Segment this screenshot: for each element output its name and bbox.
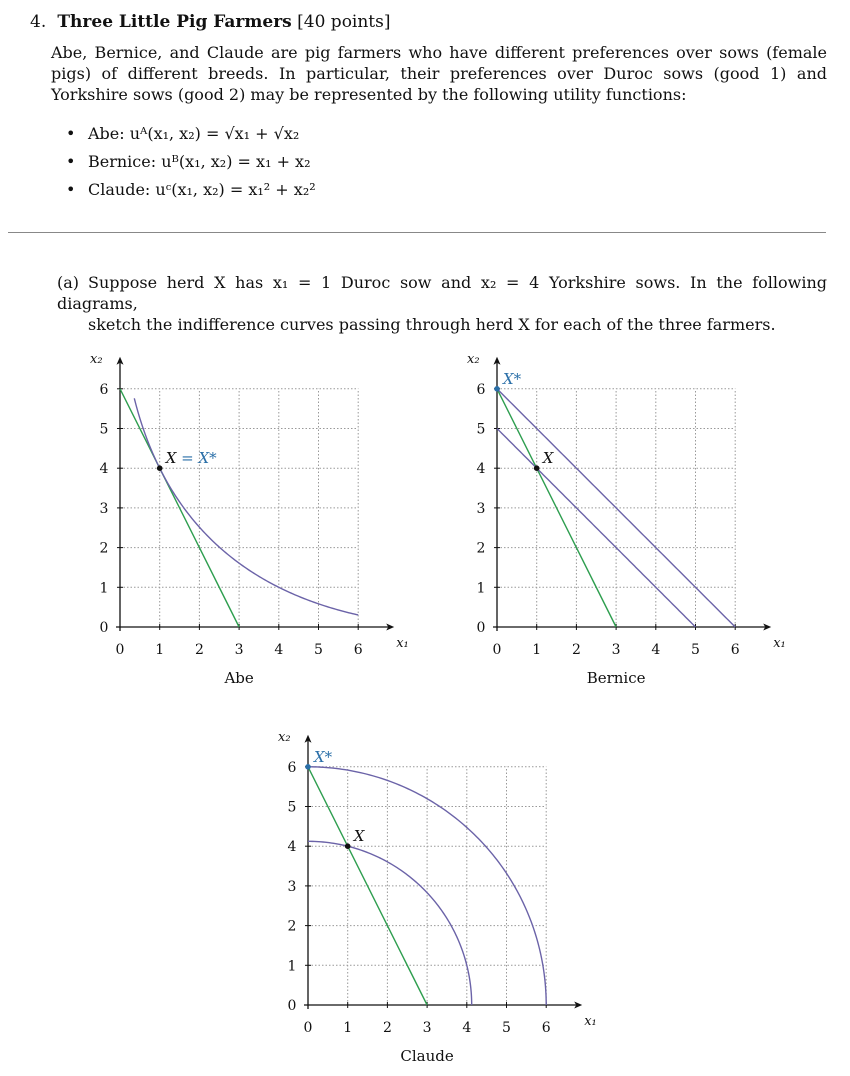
optimum-label: X*	[503, 369, 522, 388]
y-tick-label: 2	[99, 540, 109, 557]
optimum-point	[494, 386, 500, 392]
x-axis-label: x₁	[584, 1014, 597, 1029]
y-axis-label: x₂	[467, 351, 480, 367]
y-axis-label: x₂	[278, 729, 291, 745]
utility-item: • Bernice: uᴮ(x₁, x₂) = x₁ + x₂	[66, 152, 311, 171]
x-tick-label: 1	[532, 642, 542, 658]
y-tick-label: 6	[476, 381, 486, 398]
indifference-curve	[308, 841, 472, 1005]
optimum-label: X*	[314, 747, 333, 766]
utility-item: • Claude: uᶜ(x₁, x₂) = x₁² + x₂²	[66, 180, 316, 199]
question-intro: Abe, Bernice, and Claude are pig farmers who have different preferences over sows (female pigs) of different breeds. In particular, their preferences over Duroc sows (good 1) and Yorkshire sows (good 2) may be represented by the following utility functions:	[51, 43, 827, 104]
y-tick-label: 4	[287, 839, 297, 856]
x-tick-label: 0	[303, 1020, 313, 1036]
question-number: 4.	[30, 12, 47, 32]
y-tick-label: 3	[99, 500, 109, 517]
y-tick-label: 6	[99, 381, 109, 398]
claude-chart	[248, 718, 608, 1068]
y-tick-label: 6	[287, 759, 297, 776]
bundle-point	[157, 465, 163, 471]
utility-item: • Abe: uᴬ(x₁, x₂) = √x₁ + √x₂	[66, 124, 300, 143]
x-tick-label: 5	[691, 642, 700, 658]
y-tick-label: 5	[476, 421, 486, 438]
x-tick-label: 6	[541, 1020, 551, 1036]
bernice-chart	[437, 340, 797, 690]
chart-caption: Bernice	[586, 669, 646, 687]
question-points: [40 points]	[297, 12, 391, 32]
utility-list	[66, 120, 316, 204]
y-tick-label: 2	[287, 918, 297, 935]
x-tick-label: 4	[274, 642, 284, 658]
chart-caption: Claude	[400, 1047, 454, 1065]
bundle-label: X	[542, 449, 554, 468]
y-tick-label: 1	[476, 580, 486, 597]
y-tick-label: 0	[287, 998, 297, 1014]
chart-caption: Abe	[224, 669, 254, 687]
y-tick-label: 1	[287, 958, 297, 975]
x-tick-label: 4	[462, 1020, 472, 1036]
x-axis-label: x₁	[396, 636, 409, 651]
part-a-label: (a)	[57, 273, 80, 292]
y-tick-label: 5	[287, 799, 297, 816]
y-tick-label: 0	[476, 620, 486, 636]
utility-name: Abe:	[88, 124, 125, 143]
utility-name: Claude:	[88, 180, 151, 199]
abe-chart-svg	[60, 340, 420, 690]
claude-chart-svg	[248, 718, 608, 1068]
y-tick-label: 3	[476, 500, 486, 517]
bernice-chart-svg	[437, 340, 797, 690]
utility-formula: uᶜ(x₁, x₂) = x₁² + x₂²	[155, 180, 316, 199]
bundle-label: X	[353, 827, 365, 846]
part-a-line2: sketch the indifference curves passing through herd X for each of the three farmers.	[88, 315, 776, 334]
x-tick-label: 6	[730, 642, 740, 658]
y-tick-label: 0	[99, 620, 109, 636]
x-tick-label: 0	[115, 642, 125, 658]
utility-name: Bernice:	[88, 152, 157, 171]
x-tick-label: 0	[492, 642, 502, 658]
section-divider	[8, 232, 826, 233]
x-tick-label: 2	[382, 1020, 392, 1036]
x-tick-label: 3	[422, 1020, 432, 1036]
y-tick-label: 4	[99, 461, 109, 478]
indifference-curve	[497, 429, 696, 628]
y-tick-label: 3	[287, 878, 297, 895]
bundle-label: X = X*	[165, 449, 217, 468]
x-tick-label: 3	[234, 642, 244, 658]
question-title: Three Little Pig Farmers	[57, 12, 292, 32]
bundle-point	[534, 465, 540, 471]
x-tick-label: 2	[194, 642, 204, 658]
optimum-point	[305, 764, 311, 770]
x-tick-label: 1	[155, 642, 165, 658]
y-tick-label: 2	[476, 540, 486, 557]
y-axis-label: x₂	[90, 351, 103, 367]
x-tick-label: 5	[502, 1020, 511, 1036]
utility-formula: uᴬ(x₁, x₂) = √x₁ + √x₂	[129, 124, 300, 143]
x-tick-label: 6	[353, 642, 363, 658]
indifference-curve	[134, 398, 358, 615]
x-tick-label: 3	[611, 642, 621, 658]
utility-formula: uᴮ(x₁, x₂) = x₁ + x₂	[161, 152, 311, 171]
x-tick-label: 2	[571, 642, 581, 658]
question-header	[30, 12, 391, 32]
part-a-line1: Suppose herd X has x₁ = 1 Duroc sow and x₂ = 4 Yorkshire sows. In the following diagrams,	[57, 273, 827, 313]
y-tick-label: 5	[99, 421, 109, 438]
x-axis-label: x₁	[773, 636, 786, 651]
x-tick-label: 4	[651, 642, 661, 658]
x-tick-label: 5	[314, 642, 323, 658]
abe-chart	[60, 340, 420, 690]
part-a-text	[57, 272, 827, 335]
x-tick-label: 1	[343, 1020, 353, 1036]
bundle-point	[345, 843, 351, 849]
y-tick-label: 1	[99, 580, 109, 597]
y-tick-label: 4	[476, 461, 486, 478]
